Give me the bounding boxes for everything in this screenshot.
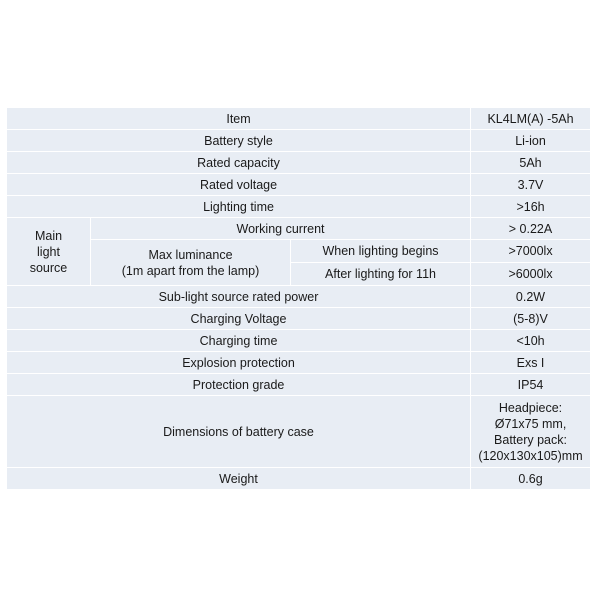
row-value: >16h xyxy=(471,196,591,218)
row-label: Rated capacity xyxy=(7,152,471,174)
dimensions-label: Dimensions of battery case xyxy=(7,396,471,468)
row-value: IP54 xyxy=(471,374,591,396)
dimensions-line: Battery pack: xyxy=(494,432,567,447)
lighting-begins-label: When lighting begins xyxy=(291,240,471,263)
group-line: light xyxy=(37,244,60,259)
table-row xyxy=(7,396,591,468)
table-row xyxy=(7,308,591,330)
table-row xyxy=(7,374,591,396)
row-label: Lighting time xyxy=(7,196,471,218)
working-current-value: > 0.22A xyxy=(471,218,591,240)
dimensions-line: Headpiece: xyxy=(498,400,563,415)
table-row xyxy=(7,286,591,308)
table-row xyxy=(7,174,591,196)
max-luminance-line: Max luminance xyxy=(148,247,233,262)
weight-label: Weight xyxy=(7,468,471,490)
table-row xyxy=(7,468,591,490)
row-label: Sub-light source rated power xyxy=(7,286,471,308)
row-value: 5Ah xyxy=(471,152,591,174)
max-luminance-line: (1m apart from the lamp) xyxy=(121,263,260,278)
table-row xyxy=(7,108,591,130)
dimensions-line: (120x130x105)mm xyxy=(478,448,583,463)
row-label: Rated voltage xyxy=(7,174,471,196)
header-model-value: KL4LM(A) -5Ah xyxy=(471,108,591,130)
group-line: Main xyxy=(34,228,63,243)
row-label: Protection grade xyxy=(7,374,471,396)
main-light-source-group xyxy=(7,218,91,286)
weight-value: 0.6g xyxy=(471,468,591,490)
spec-table xyxy=(6,107,591,490)
dimensions-value xyxy=(471,396,591,468)
after-11h-label: After lighting for 11h xyxy=(291,263,471,286)
row-value: Li-ion xyxy=(471,130,591,152)
max-luminance-label xyxy=(91,240,291,286)
table-row xyxy=(7,218,591,240)
table-row xyxy=(7,240,591,263)
row-label: Battery style xyxy=(7,130,471,152)
header-item-label: Item xyxy=(7,108,471,130)
after-11h-value: >6000lx xyxy=(471,263,591,286)
row-value: (5-8)V xyxy=(471,308,591,330)
row-value: 0.2W xyxy=(471,286,591,308)
row-label: Charging Voltage xyxy=(7,308,471,330)
table-row xyxy=(7,330,591,352)
table-row xyxy=(7,352,591,374)
lighting-begins-value: >7000lx xyxy=(471,240,591,263)
dimensions-line: Ø71x75 mm, xyxy=(494,416,567,431)
group-line: source xyxy=(29,260,68,275)
row-value: <10h xyxy=(471,330,591,352)
row-value: 3.7V xyxy=(471,174,591,196)
row-label: Charging time xyxy=(7,330,471,352)
table-row xyxy=(7,152,591,174)
working-current-label: Working current xyxy=(91,218,471,240)
row-value: Exs I xyxy=(471,352,591,374)
table-row xyxy=(7,196,591,218)
row-label: Explosion protection xyxy=(7,352,471,374)
table-row xyxy=(7,130,591,152)
